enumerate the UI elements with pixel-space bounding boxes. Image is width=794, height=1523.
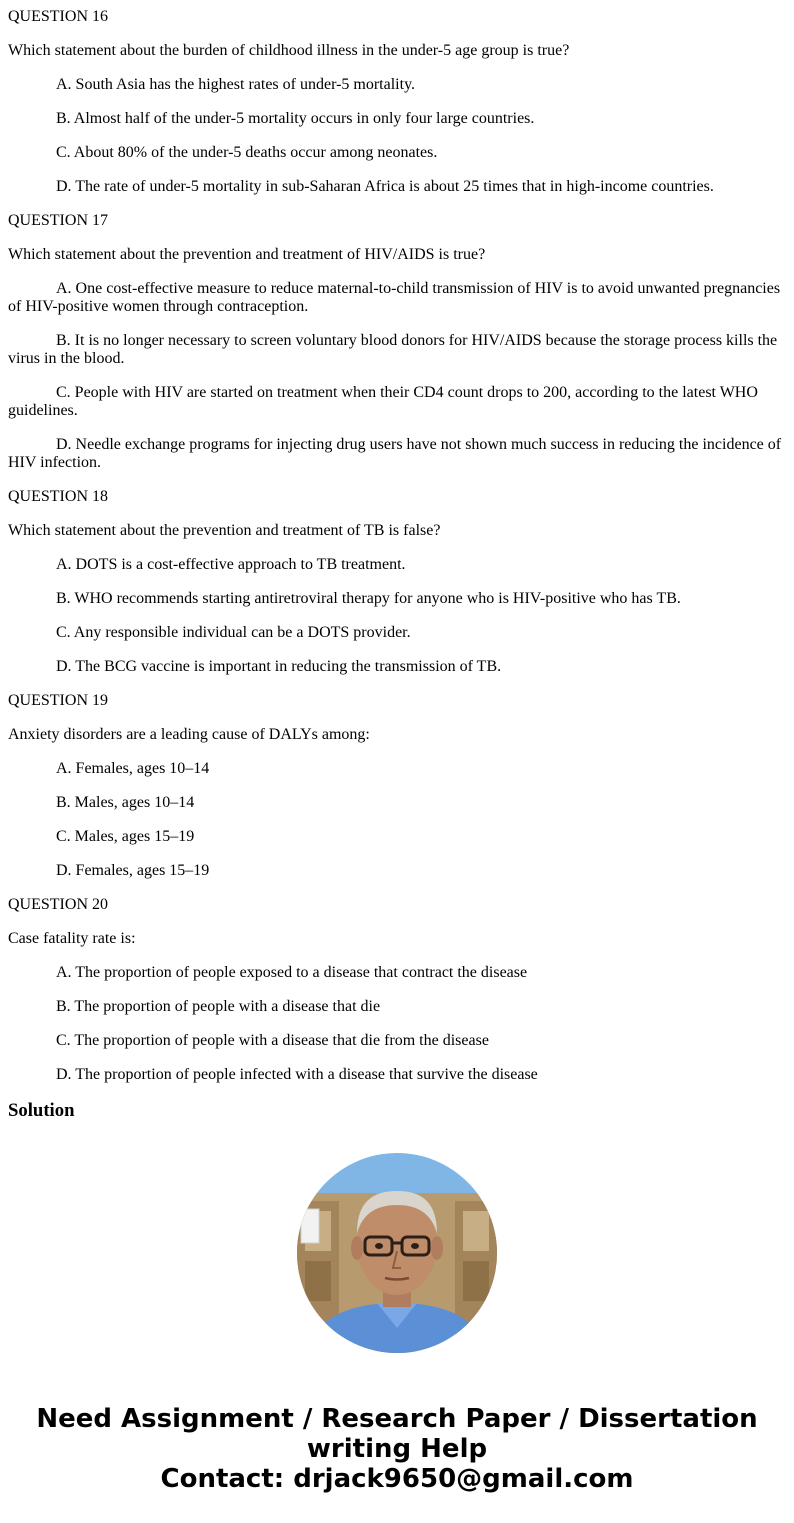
answer-option-a: A. DOTS is a cost-effective approach to TB treatment. xyxy=(56,556,406,573)
answer-option-b: B. Almost half of the under-5 mortality occurs in only four large countries. xyxy=(56,110,535,127)
answer-option-a: A. The proportion of people exposed to a disease that contract the disease xyxy=(56,964,528,981)
answer-option-b: B. Males, ages 10–14 xyxy=(56,794,195,811)
answer-option-a: A. One cost-effective measure to reduce maternal-to-child transmission of HIV is to avoid unwanted pregnancies of HIV-positive women through contraception. xyxy=(8,280,781,315)
answer-option-c: C. Any responsible individual can be a DOTS provider. xyxy=(56,624,411,641)
question-heading: QUESTION 18 xyxy=(8,488,108,505)
question-heading: QUESTION 16 xyxy=(8,8,108,25)
answer-option-c: C. People with HIV are started on treatment when their CD4 count drops to 200, according to the latest WHO guidelines. xyxy=(8,384,758,419)
answer-option-a: A. Females, ages 10–14 xyxy=(56,760,210,777)
answer-option-b: B. The proportion of people with a disease that die xyxy=(56,998,381,1015)
author-portrait-image xyxy=(297,1153,497,1353)
document-body xyxy=(8,8,786,1122)
promo-line-2: writing Help xyxy=(306,1434,488,1464)
solution-heading: Solution xyxy=(8,1100,75,1121)
question-16 xyxy=(8,8,786,196)
answer-option-d: D. Females, ages 15–19 xyxy=(56,862,210,879)
promo-line-1: Need Assignment / Research Paper / Dissertation xyxy=(36,1404,758,1434)
question-20 xyxy=(8,896,786,1084)
question-stem: Anxiety disorders are a leading cause of DALYs among: xyxy=(8,726,370,743)
question-heading: QUESTION 20 xyxy=(8,896,108,913)
question-heading: QUESTION 19 xyxy=(8,692,108,709)
contact-banner xyxy=(0,1404,794,1494)
answer-option-d: D. Needle exchange programs for injecting drug users have not shown much success in reducing the incidence of HIV infection. xyxy=(8,436,782,471)
answer-option-a: A. South Asia has the highest rates of under-5 mortality. xyxy=(56,76,416,93)
promo-contact-line: Contact: drjack9650@gmail.com xyxy=(160,1464,634,1494)
question-heading: QUESTION 17 xyxy=(8,212,108,229)
answer-option-b: B. It is no longer necessary to screen voluntary blood donors for HIV/AIDS because the storage process kills the virus in the blood. xyxy=(8,332,778,367)
answer-option-d: D. The proportion of people infected with a disease that survive the disease xyxy=(56,1066,538,1083)
answer-option-c: C. About 80% of the under-5 deaths occur among neonates. xyxy=(56,144,438,161)
question-17 xyxy=(8,212,786,472)
answer-option-c: C. Males, ages 15–19 xyxy=(56,828,195,845)
author-avatar xyxy=(297,1153,497,1353)
question-stem: Which statement about the prevention and treatment of TB is false? xyxy=(8,522,441,539)
answer-option-d: D. The BCG vaccine is important in reducing the transmission of TB. xyxy=(56,658,502,675)
question-stem: Which statement about the prevention and treatment of HIV/AIDS is true? xyxy=(8,246,486,263)
question-stem: Case fatality rate is: xyxy=(8,930,136,947)
question-18 xyxy=(8,488,786,676)
question-19 xyxy=(8,692,786,880)
answer-option-d: D. The rate of under-5 mortality in sub-Saharan Africa is about 25 times that in high-income countries. xyxy=(56,178,714,195)
answer-option-c: C. The proportion of people with a disease that die from the disease xyxy=(56,1032,489,1049)
answer-option-b: B. WHO recommends starting antiretroviral therapy for anyone who is HIV-positive who has TB. xyxy=(56,590,681,607)
question-stem: Which statement about the burden of childhood illness in the under-5 age group is true? xyxy=(8,42,570,59)
